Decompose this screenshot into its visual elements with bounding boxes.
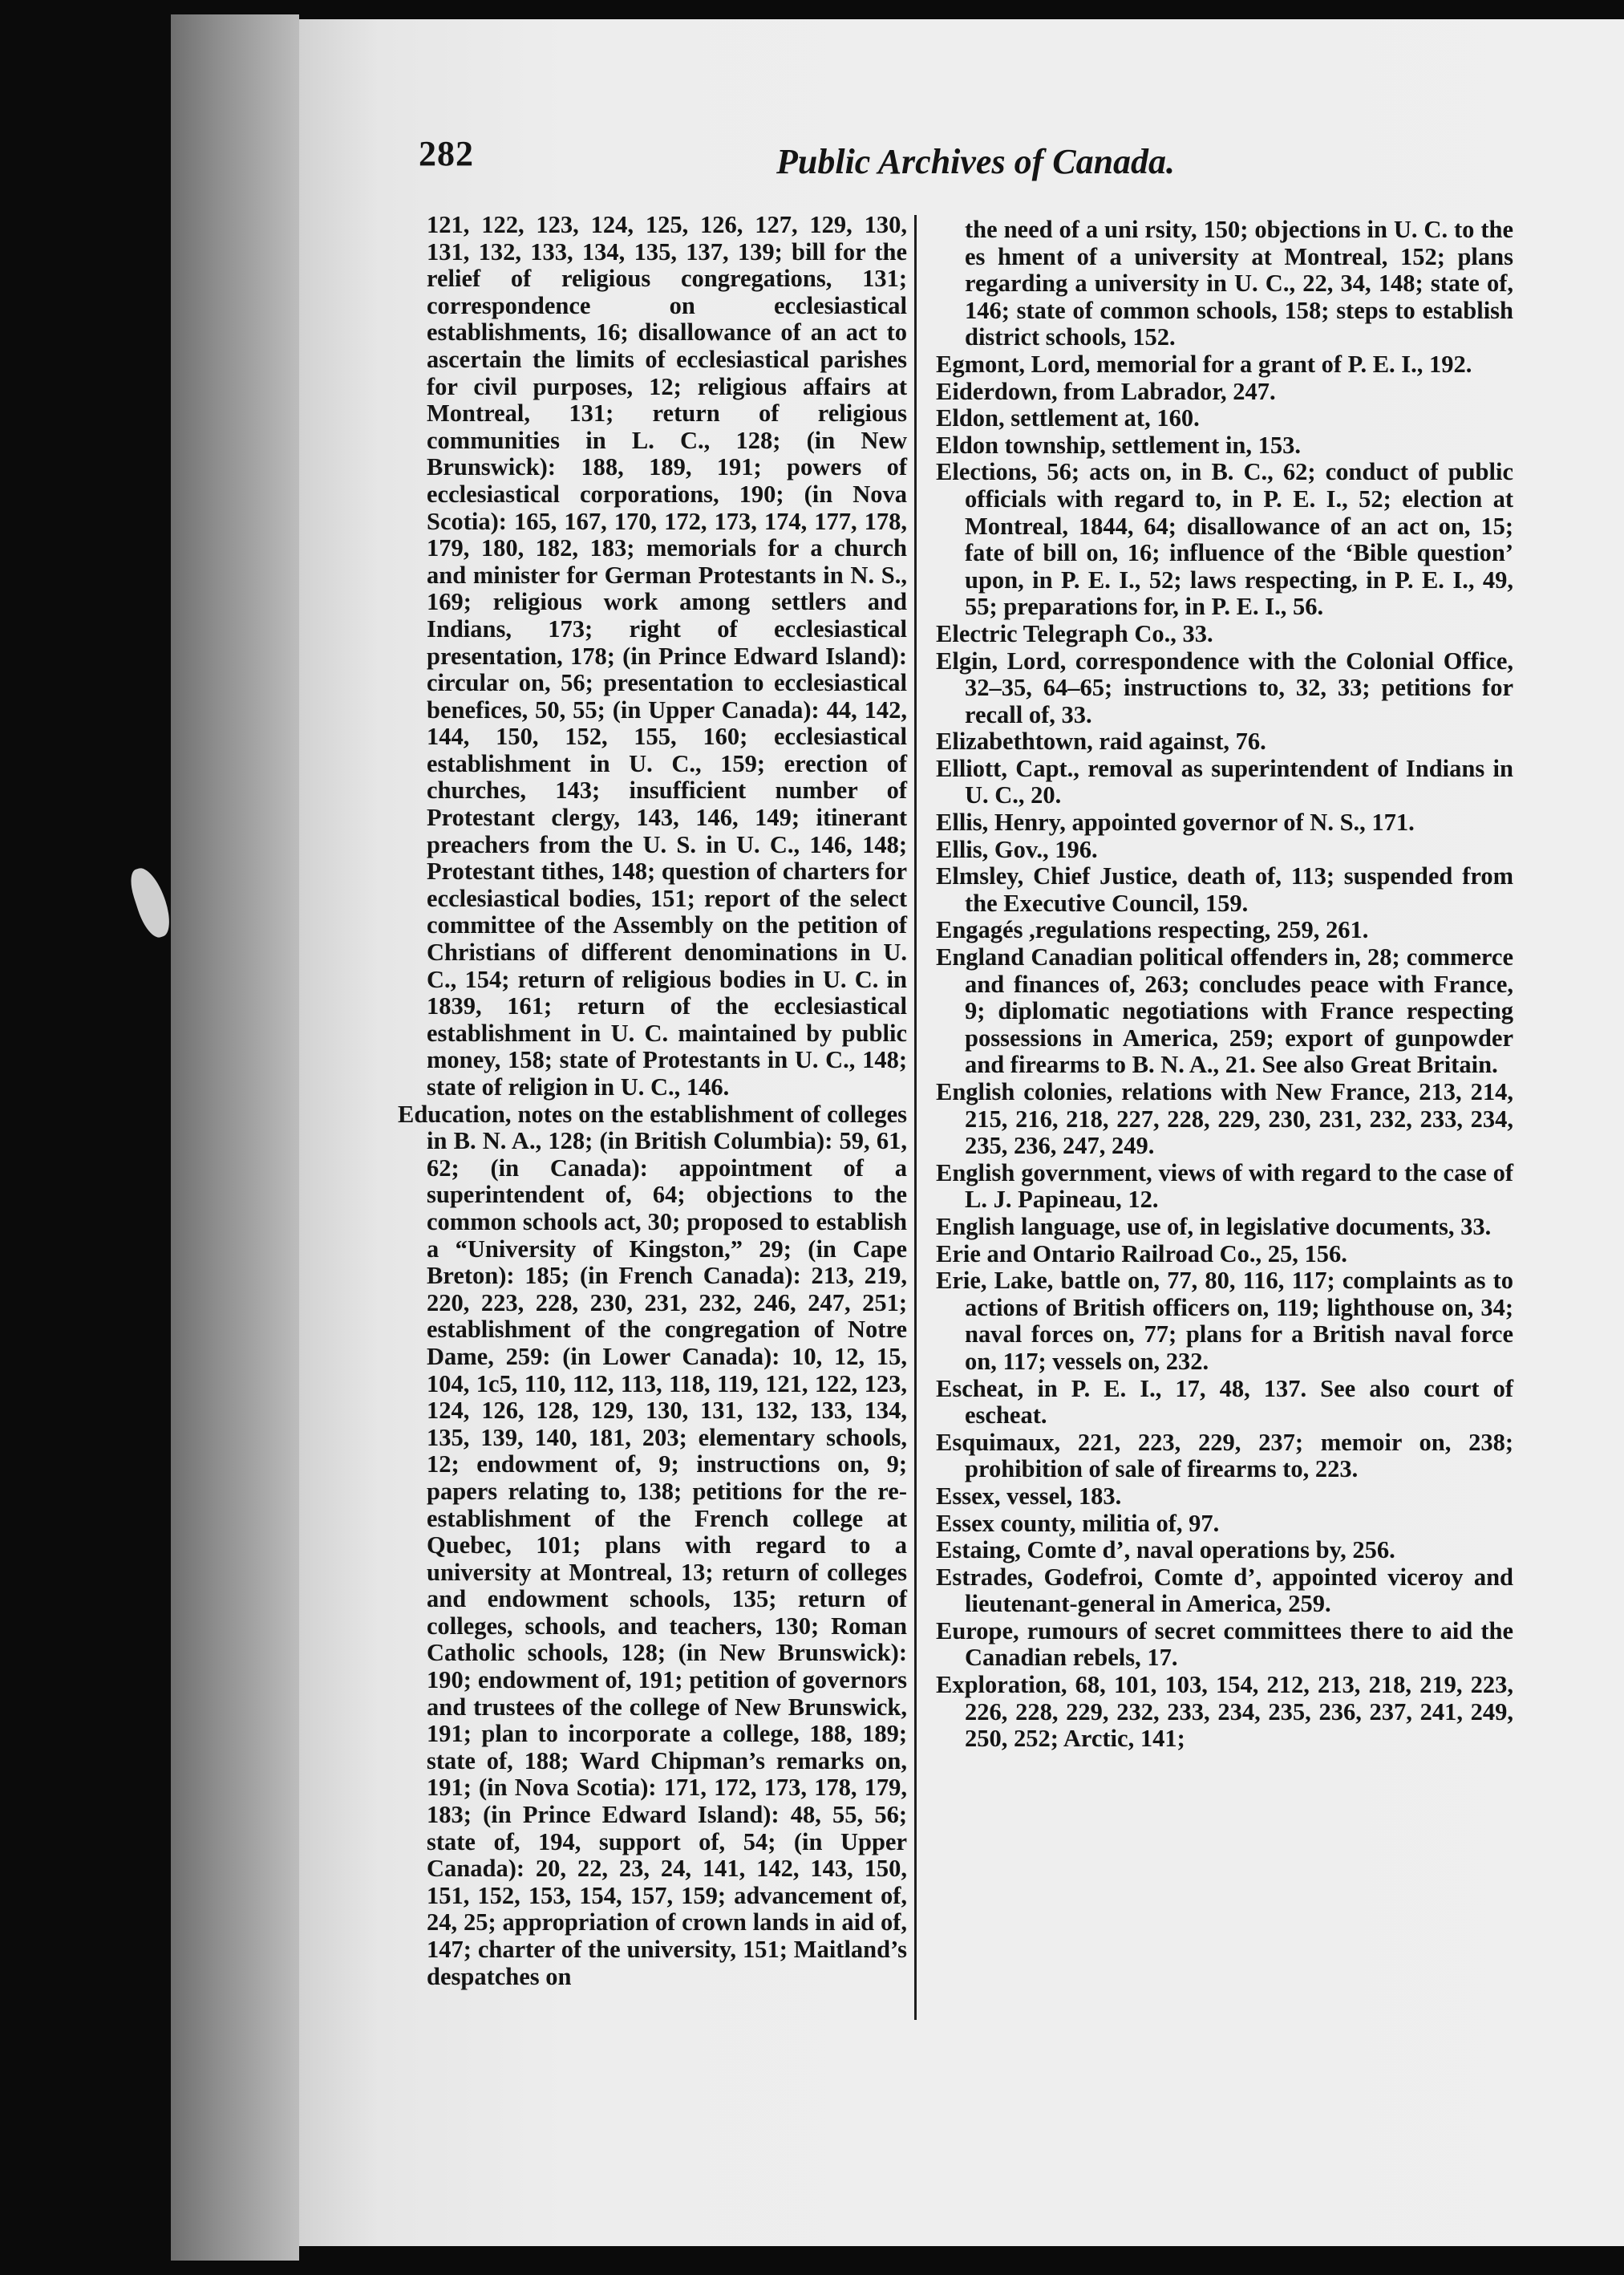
- index-entry: Elliott, Capt., removal as superintendent of Indians in U. C., 20.: [936, 754, 1513, 809]
- index-entry-continuation: 121, 122, 123, 124, 125, 126, 127, 129, 130, 131, 132, 133, 134, 135, 137, 139; bill for the relief of religious congregations, 131; correspondence on ecclesiastical establishments, 16; disallowance of an act to ascertain the limits of ecclesiastical parishes for civil purposes, 12; religious affairs at Montreal, 131; return of religious communities in L. C., 128; (in New Brunswick): 188, 189, 191; powers of ecclesiastical corporations, 190; (in Nova Scotia): 165, 167, 170, 172, 173, 174, 177, 178, 179, 180, 182, 183; memorials for a church and minister for German Protestants in N. S., 169; religious work among settlers and Indians, 173; right of ecclesiastical presentation, 178; (in Prince Edward Island): circular on, 56; presentation to ecclesiastical benefices, 50, 55; (in Upper Canada): 44, 142, 144, 150, 152, 155, 160; ecclesiastical establishment in U. C., 159; erection of churches, 143; insufficient number of Protestant clergy, 143, 146, 149; itinerant preachers from the U. S. in U. C., 146, 148; Protestant tithes, 148; question of charters for ecclesiastical bodies, 151; report of the select committee of the Assembly on the petition of Christians of different denominations in U. C., 154; return of religious bodies in U. C. in 1839, 161; return of the ecclesiastical establishment in U. C. maintained by public money, 158; state of Protestants in U. C., 148; state of religion in U. C., 146.: [427, 211, 907, 1101]
- book-spine-shadow: [171, 14, 299, 2261]
- index-entry: Elizabethtown, raid against, 76.: [936, 728, 1266, 756]
- index-column-right: [936, 217, 1513, 1753]
- running-head: Public Archives of Canada.: [776, 142, 1176, 181]
- index-entry: Electric Telegraph Co., 33.: [936, 619, 1213, 647]
- column-divider: [914, 215, 917, 2020]
- index-entry: Eiderdown, from Labrador, 247.: [936, 377, 1276, 405]
- index-entry: Estaing, Comte d’, naval operations by, 256.: [936, 1536, 1395, 1564]
- index-entry: Essex, vessel, 183.: [936, 1482, 1122, 1510]
- index-entry: Ellis, Henry, appointed governor of N. S., 171.: [936, 809, 1415, 837]
- index-entry: Engagés ,regulations respecting, 259, 261.: [936, 916, 1369, 944]
- index-entry: Erie and Ontario Railroad Co., 25, 156.: [936, 1239, 1347, 1267]
- index-entry: Essex county, militia of, 97.: [936, 1509, 1220, 1537]
- index-entry: Esquimaux, 221, 223, 229, 237; memoir on, 238; prohibition of sale of firearms to, 223.: [936, 1428, 1513, 1483]
- index-entry: Exploration, 68, 101, 103, 154, 212, 213, 218, 219, 223, 226, 228, 229, 232, 233, 234, 235, 236, 237, 241, 249, 250, 252; Arctic, 141;: [936, 1671, 1513, 1753]
- index-entry: Elections, 56; acts on, in B. C., 62; conduct of public officials with regard to, in P. E. I., 52; election at Montreal, 1844, 64; disallowance of an act on, 15; fate of bill on, 16; influence of the ‘Bible question’ upon, in P. E. I., 52; laws respecting, in P. E. I., 49, 55; preparations for, in P. E. I., 56.: [936, 458, 1513, 621]
- index-entry: Escheat, in P. E. I., 17, 48, 137. See also court of escheat.: [936, 1374, 1513, 1429]
- index-entry: Erie, Lake, battle on, 77, 80, 116, 117; complaints as to actions of British officers on, 119; lighthouse on, 34; naval forces on, 77; plans for a British naval force on, 117; vessels on, 232.: [936, 1267, 1513, 1375]
- index-entry: Education, notes on the establishment of colleges in B. N. A., 128; (in British Columbia): 59, 61, 62; (in Canada): appointment of a superintendent of, 64; objections to the common schools act, 30; proposed to establish a “University of Kingston,” 29; (in Cape Breton): 185; (in French Canada): 213, 219, 220, 223, 228, 230, 231, 232, 246, 247, 251; establishment of the congregation of Notre Dame, 259: (in Lower Canada): 10, 12, 15, 104, 1c5, 110, 112, 113, 118, 119, 121, 122, 123, 124, 126, 128, 129, 130, 131, 132, 133, 134, 135, 139, 140, 181, 203; elementary schools, 12; endowment of, 9; instructions on, 9; papers relating to, 138; petitions for the re-establishment of the French college at Quebec, 101; plans with regard to a university at Montreal, 13; return of colleges and endowment schools, 135; return of colleges, schools, and teachers, 130; Roman Catholic schools, 128; (in New Brunswick): 190; endowment of, 191; petition of governors and trustees of the college of New Brunswick, 191; plan to incorporate a college, 188, 189; state of, 188; Ward Chipman’s remarks on, 191; (in Nova Scotia): 171, 172, 173, 178, 179, 183; (in Prince Edward Island): 48, 55, 56; state of, 194, support of, 54; (in Upper Canada): 20, 22, 23, 24, 141, 142, 143, 150, 151, 152, 153, 154, 157, 159; advancement of, 24, 25; appropriation of crown lands in aid of, 147; charter of the university, 151; Maitland’s despatches on: [398, 1100, 907, 1990]
- index-entry: Europe, rumours of secret committees there to aid the Canadian rebels, 17.: [936, 1616, 1513, 1672]
- index-entry: Eldon township, settlement in, 153.: [936, 431, 1302, 459]
- index-entry: Estrades, Godefroi, Comte d’, appointed viceroy and lieutenant-general in America, 259.: [936, 1563, 1513, 1618]
- index-entry: English colonies, relations with New France, 213, 214, 215, 216, 218, 227, 228, 229, 230, 231, 232, 233, 234, 235, 236, 247, 249.: [936, 1078, 1513, 1160]
- index-entry: England Canadian political offenders in, 28; commerce and finances of, 263; concludes peace with France, 9; diplomatic negotiations with France respecting possessions in America, 259; export of gunpowder and firearms to B. N. A., 21. See also Great Britain.: [936, 943, 1513, 1079]
- index-entry: English language, use of, in legislative documents, 33.: [936, 1212, 1492, 1240]
- index-entry: Elgin, Lord, correspondence with the Colonial Office, 32–35, 64–65; instructions to, 32, 33; petitions for recall of, 33.: [936, 647, 1513, 728]
- index-entry-continuation: the need of a uni rsity, 150; objections in U. C. to the es hment of a university at Montreal, 152; plans regarding a university in U. C., 22, 34, 148; state of, 146; state of common schools, 158; steps to establish district schools, 152.: [965, 216, 1513, 351]
- index-entry: Egmont, Lord, memorial for a grant of P. E. I., 192.: [936, 350, 1472, 378]
- page-number: 282: [419, 134, 474, 173]
- index-entry: English government, views of with regard to the case of L. J. Papineau, 12.: [936, 1158, 1513, 1214]
- index-entry: Elmsley, Chief Justice, death of, 113; suspended from the Executive Council, 159.: [936, 862, 1513, 917]
- index-column-left: [398, 212, 907, 1990]
- paper-tear-mark: [126, 864, 176, 942]
- index-entry: Ellis, Gov., 196.: [936, 835, 1098, 863]
- index-entry: Eldon, settlement at, 160.: [936, 404, 1200, 432]
